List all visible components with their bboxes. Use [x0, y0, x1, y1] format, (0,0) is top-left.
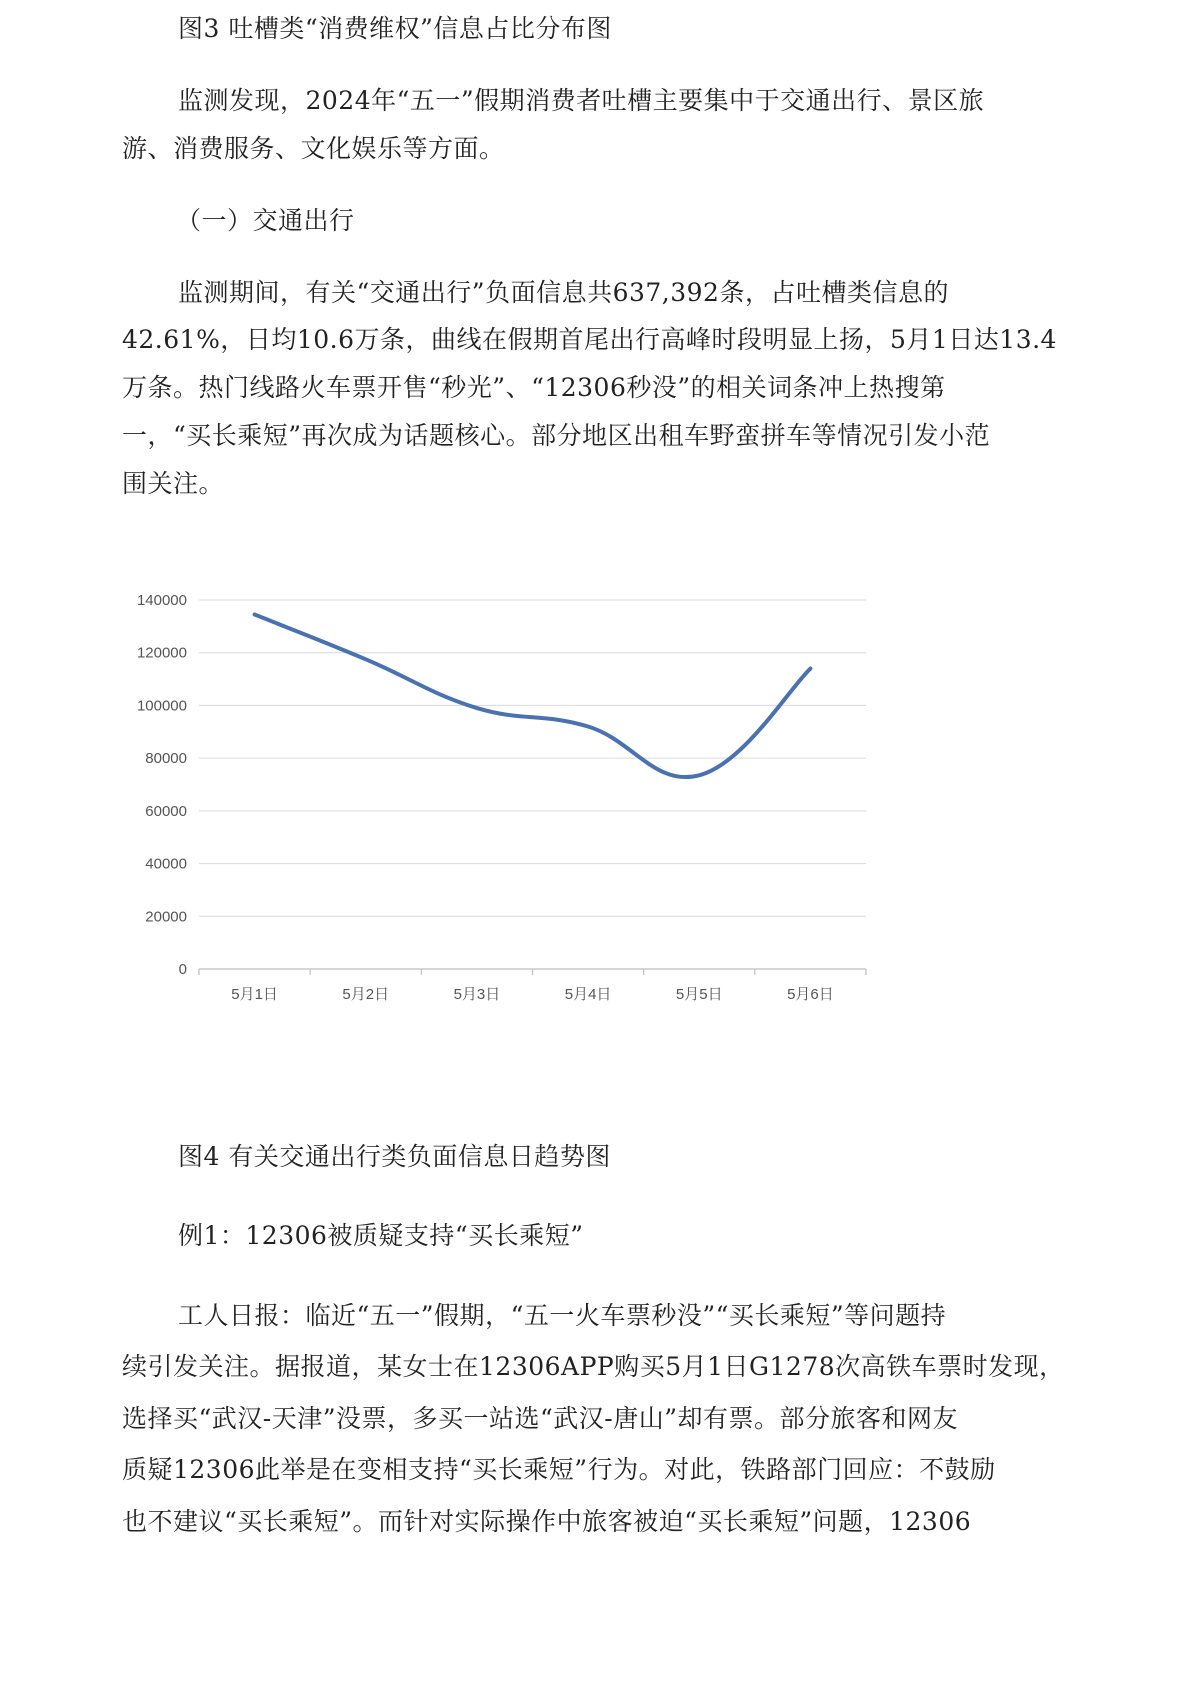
paragraph-3-line-1: 工人日报：临近“五一”假期，“五一火车票秒没”“买长乘短”等问题持: [178, 1301, 947, 1330]
y-tick-label: 60000: [145, 802, 187, 820]
paragraph-2-line-4: 一，“买长乘短”再次成为话题核心。部分地区出租车野蛮拼车等情况引发小范: [122, 421, 991, 450]
x-tick-label: 5月2日: [342, 986, 390, 1003]
example-heading: 例1：12306被质疑支持“买长乘短”: [178, 1221, 584, 1250]
chart-gridlines: [199, 600, 866, 916]
paragraph-1-line-2: 游、消费服务、文化娱乐等方面。: [122, 134, 505, 163]
chart-points: [254, 614, 810, 775]
x-tick-label: 5月5日: [675, 986, 723, 1003]
paragraph-2-line-5: 围关注。: [122, 469, 225, 498]
figure-4-caption: 图4 有关交通出行类负面信息日趋势图: [178, 1142, 611, 1171]
chart-x-tick-labels: [231, 986, 834, 1003]
chart-axes: [199, 969, 866, 975]
x-tick-label: 5月3日: [453, 986, 501, 1003]
y-tick-label: 140000: [136, 592, 187, 609]
paragraph-1-line-1: 监测发现，2024年“五一”假期消费者吐槽主要集中于交通出行、景区旅: [178, 86, 985, 115]
x-tick-label: 5月4日: [564, 986, 612, 1003]
x-tick-label: 5月6日: [787, 986, 834, 1003]
y-tick-label: 120000: [136, 644, 187, 662]
y-tick-label: 100000: [136, 697, 187, 715]
paragraph-2-line-1: 监测期间，有关“交通出行”负面信息共637,392条，占吐槽类信息的: [178, 278, 949, 307]
paragraph-3-line-2: 续引发关注。据报道，某女士在12306APP购买5月1日G1278次高铁车票时发现，: [122, 1352, 1065, 1381]
y-tick-label: 0: [178, 961, 187, 978]
section-heading: （一）交通出行: [176, 206, 355, 235]
x-tick-label: 5月1日: [231, 986, 278, 1003]
figure-3-caption: 图3 吐槽类“消费维权”信息占比分布图: [178, 14, 612, 43]
paragraph-3-line-5: 也不建议“买长乘短”。而针对实际操作中旅客被迫“买长乘短”问题，12306: [122, 1507, 972, 1536]
y-tick-label: 40000: [145, 855, 187, 873]
paragraph-2-line-3: 万条。热门线路火车票开售“秒光”、“12306秒没”的相关词条冲上热搜第: [122, 373, 946, 402]
y-tick-label: 20000: [145, 908, 187, 926]
paragraph-3-line-4: 质疑12306此举是在变相支持“买长乘短”行为。对此，铁路部门回应：不鼓励: [122, 1455, 996, 1484]
paragraph-3-line-3: 选择买“武汉-天津”没票，多买一站选“武汉-唐山”却有票。部分旅客和网友: [122, 1404, 959, 1433]
paragraph-2-line-2: 42.61%，日均10.6万条，曲线在假期首尾出行高峰时段明显上扬，5月1日达13.4: [122, 325, 1057, 354]
y-tick-label: 80000: [145, 750, 187, 768]
series-line: [255, 614, 811, 777]
chart-y-tick-labels: [137, 592, 187, 978]
